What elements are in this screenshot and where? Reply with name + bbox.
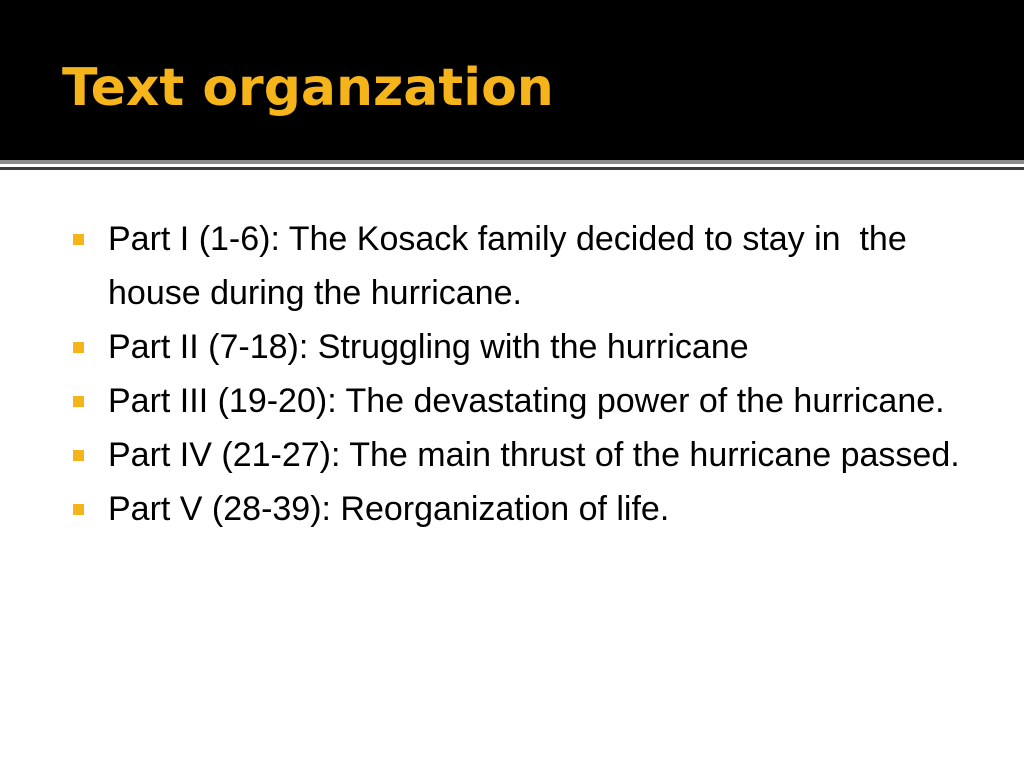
square-bullet-icon xyxy=(73,342,84,353)
square-bullet-icon xyxy=(73,234,84,245)
bullet-text-3: Part III (19-20): The devastating power of the hurricane. xyxy=(108,382,945,420)
bullet-text-2: Part II (7-18): Struggling with the hurricane xyxy=(108,328,749,366)
bullet-item-1 xyxy=(70,212,970,320)
slide-title: Text organzation xyxy=(62,58,554,118)
bullet-text-5: Part V (28-39): Reorganization of life. xyxy=(108,490,670,528)
square-bullet-icon xyxy=(73,504,84,515)
title-divider-dark xyxy=(0,167,1024,170)
bullet-item-3 xyxy=(70,374,970,428)
bullet-item-4 xyxy=(70,428,970,482)
bullet-text-4: Part IV (21-27): The main thrust of the hurricane passed. xyxy=(108,436,960,474)
bullet-item-5 xyxy=(70,482,970,536)
bullet-item-2 xyxy=(70,320,970,374)
square-bullet-icon xyxy=(73,450,84,461)
bullet-text-1: Part I (1-6): The Kosack family decided to stay in the house during the hurricane. xyxy=(108,220,917,312)
square-bullet-icon xyxy=(73,396,84,407)
title-bar xyxy=(0,0,1024,160)
bullet-list xyxy=(70,212,970,536)
